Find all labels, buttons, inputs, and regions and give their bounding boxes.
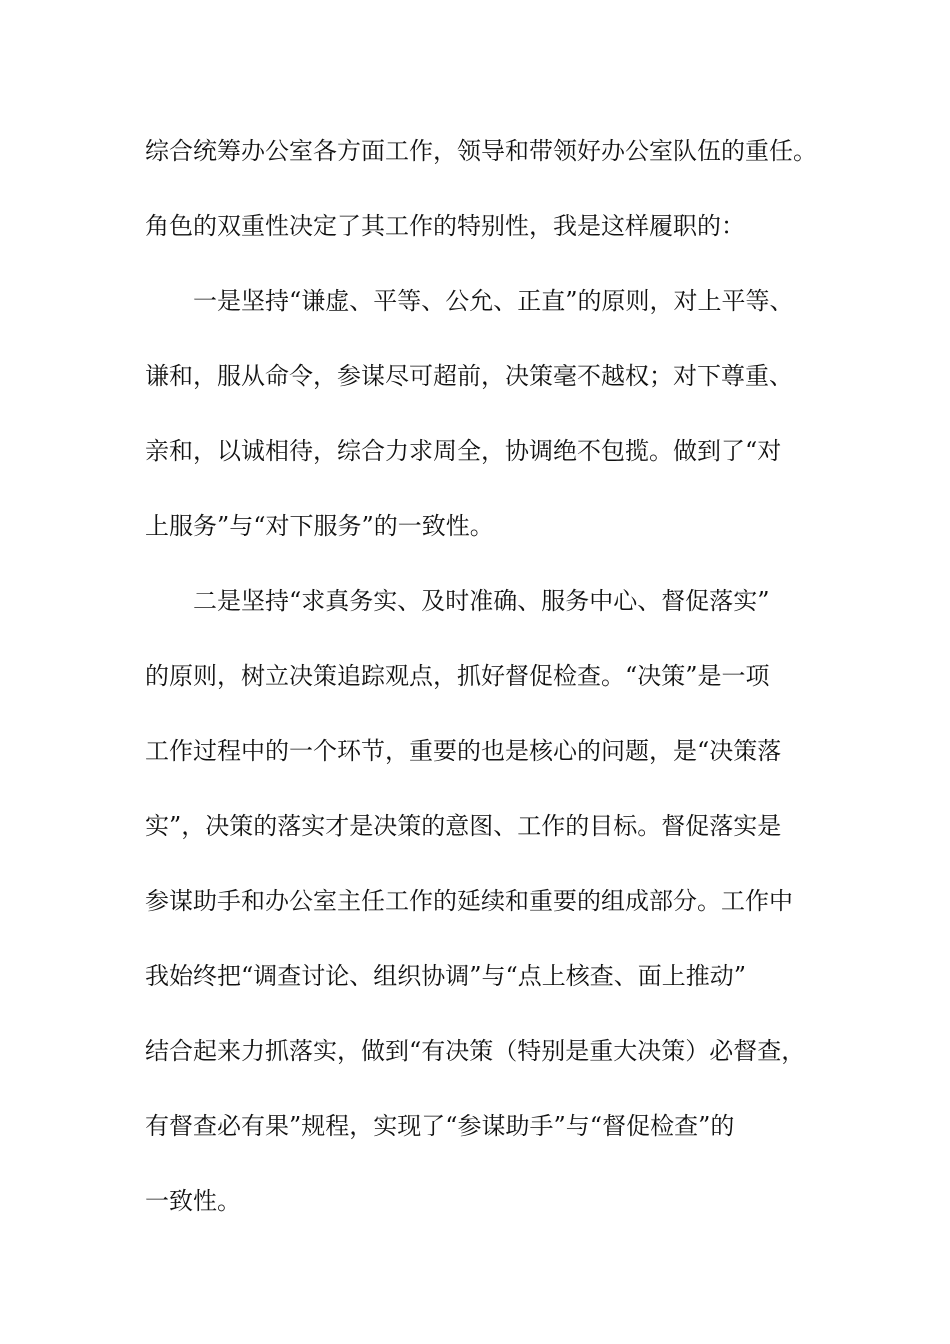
text-line-6: 上服务”与“对下服务”的一致性。	[145, 512, 494, 540]
text-line-11: 参谋助手和办公室主任工作的延续和重要的组成部分。工作中	[145, 887, 793, 915]
text-line-1: 综合统筹办公室各方面工作，领导和带领好办公室队伍的重任。	[145, 137, 817, 165]
text-line-8: 的原则，树立决策追踪观点，抓好督促检查。“决策”是一项	[145, 662, 770, 690]
text-line-9: 工作过程中的一个环节，重要的也是核心的问题，是“决策落	[145, 737, 782, 765]
text-line-10: 实”，决策的落实才是决策的意图、工作的目标。督促落实是	[145, 812, 782, 840]
text-line-4: 谦和，服从命令，参谋尽可超前，决策毫不越权；对下尊重、	[145, 362, 793, 390]
text-line-3: 一是坚持“谦虚、平等、公允、正直”的原则，对上平等、	[193, 287, 794, 315]
text-line-15: 一致性。	[145, 1187, 241, 1215]
text-line-5: 亲和，以诚相待，综合力求周全，协调绝不包揽。做到了“对	[145, 437, 782, 465]
text-line-13: 结合起来力抓落实，做到“有决策（特别是重大决策）必督查，	[145, 1037, 806, 1065]
text-line-14: 有督查必有果”规程，实现了“参谋助手”与“督促检查”的	[145, 1112, 735, 1140]
text-line-12: 我始终把“调查讨论、组织协调”与“点上核查、面上推动”	[145, 962, 747, 990]
text-line-2: 角色的双重性决定了其工作的特别性，我是这样履职的：	[145, 212, 745, 240]
text-line-7: 二是坚持“求真务实、及时准确、服务中心、督促落实”	[193, 587, 770, 615]
